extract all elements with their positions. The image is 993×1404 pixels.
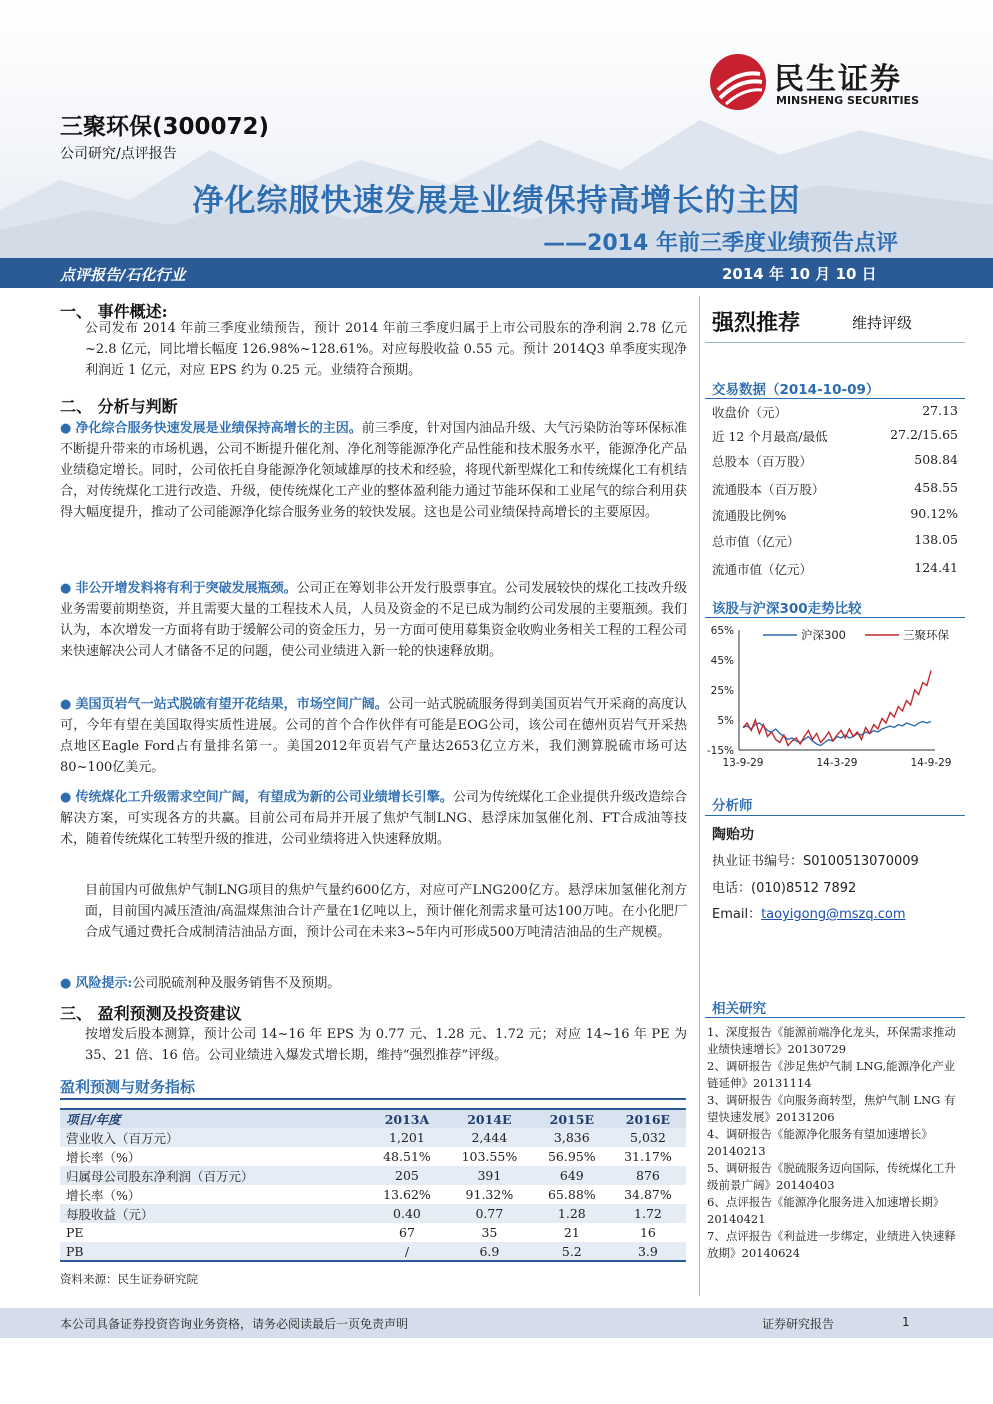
section-3-heading: 三、 盈利预测及投资建议: [60, 1004, 242, 1023]
trade-key: 流通股比例%: [712, 508, 787, 523]
bullet-3: [60, 694, 687, 778]
table-cell: 5.2: [534, 1242, 610, 1261]
trade-value: 90.12%: [910, 506, 958, 521]
trade-value: 27.13: [922, 403, 958, 418]
related-item[interactable]: 3、调研报告《向服务商转型，焦炉气制 LNG 有望快速发展》20131206: [707, 1093, 956, 1124]
trade-key: 总市值（亿元）: [712, 534, 800, 549]
trade-row: [712, 403, 958, 427]
bullet-icon: ●: [60, 581, 72, 596]
table-cell: 35: [481, 1225, 498, 1240]
table-cell: 67: [399, 1225, 415, 1240]
logo-english-name: MINSHENG SECURITIES: [776, 94, 919, 107]
bullet-icon: ●: [60, 421, 72, 436]
table-cell: 1.28: [534, 1204, 610, 1223]
table-cell: 391: [445, 1166, 534, 1185]
company-title: 三聚环保(300072): [60, 114, 270, 140]
chart-legend-label: 三聚环保: [903, 628, 949, 642]
table-cell: 营业收入（百万元）: [60, 1128, 369, 1147]
table-cell: 3.9: [610, 1242, 686, 1261]
trade-value: 508.84: [914, 452, 958, 467]
analyst-email: [712, 903, 906, 922]
related-research-rule: [705, 1017, 965, 1018]
table-source: 资料来源：民生证券研究院: [60, 1272, 198, 1286]
bullet-1-title: 净化综合服务快速发展是业绩保持高增长的主因。: [75, 421, 362, 436]
table-cell: 0.40: [369, 1204, 445, 1223]
report-sub-title: ——2014 年前三季度业绩预告点评: [543, 231, 898, 256]
trade-row: [712, 480, 958, 504]
related-item[interactable]: 5、调研报告《脱硫服务迈向国际，传统煤化工升级前景广阔》20140403: [707, 1161, 956, 1192]
bullet-3-text: 公司一站式脱硫服务得到美国页岩气开采商的高度认可，今年有望在美国取得实质性进展。公司的首个合作伙伴有可能是EOG公司，该公司在德州页岩气开采热点地区Eagle Ford占有量排名第一。美国2012年页岩气产量达2653亿立方米，我们测算脱硫市场可达80~100亿美元。: [60, 697, 687, 775]
risk-warning: [60, 973, 687, 994]
bullet-2: [60, 578, 687, 662]
related-research-heading: 相关研究: [712, 1001, 766, 1017]
chart-y-tick-label: 25%: [710, 685, 734, 697]
rating-note: 维持评级: [852, 314, 913, 332]
email-label: Email：: [712, 907, 762, 922]
table-cell: 归属母公司股东净利润（百万元）: [60, 1166, 369, 1185]
analyst-name: 陶贻功: [712, 827, 754, 843]
page-number: 1: [902, 1315, 910, 1329]
chart-series-line-hs300: [743, 722, 931, 746]
trade-value: 124.41: [914, 560, 958, 575]
related-item[interactable]: 4、调研报告《能源净化服务有望加速增长》20140213: [707, 1127, 933, 1158]
trade-row: [712, 560, 958, 584]
table-cell: 增长率（%）: [66, 1149, 141, 1165]
report-date: 2014 年 10 月 10 日: [722, 265, 877, 283]
bullet-3-title: 美国页岩气一站式脱硫有望开花结果，市场空间广阔。: [75, 697, 388, 712]
chart-heading: 该股与沪深300走势比较: [712, 601, 862, 617]
logo-emblem-icon: [708, 52, 768, 112]
table-row: [60, 1128, 686, 1147]
table-cell: 31.17%: [624, 1149, 672, 1164]
analyst-heading: 分析师: [712, 798, 753, 814]
table-row: [60, 1147, 686, 1166]
analyst-phone: 电话：(010)8512 7892: [712, 881, 857, 896]
logo-chinese-name: 民生证券: [774, 62, 902, 97]
table-cell: 34.87%: [624, 1187, 672, 1202]
rating-divider: [705, 342, 965, 343]
table-cell: PB: [60, 1242, 369, 1261]
email-link[interactable]: taoyigong@mszq.com: [761, 907, 906, 922]
footer-report-type: 证券研究报告: [762, 1317, 835, 1331]
table-cell: 876: [610, 1166, 686, 1185]
trade-value: 458.55: [914, 480, 958, 495]
table-cell: 205: [369, 1166, 445, 1185]
chart-x-tick-label: 13-9-29: [722, 757, 764, 769]
table-header-cell: 2014E: [445, 1109, 534, 1128]
document-type: 公司研究/点评报告: [60, 146, 177, 162]
table-header-cell: 2016E: [610, 1109, 686, 1128]
trade-key: 近 12 个月最高/最低: [712, 429, 828, 444]
bullet-4: [60, 787, 687, 850]
table-cell: 48.51%: [383, 1149, 431, 1164]
trade-key: 收盘价（元）: [712, 405, 788, 420]
bullet-1: [60, 418, 687, 523]
table-heading: 盈利预测与财务指标: [60, 1078, 196, 1096]
analyst-certificate: 执业证书编号：S0100513070009: [712, 854, 919, 869]
table-cell: 0.77: [445, 1204, 534, 1223]
footer-disclaimer: 本公司具备证券投资咨询业务资格，请务必阅读最后一页免责声明: [60, 1317, 409, 1331]
table-row: [60, 1204, 686, 1223]
analyst-rule: [705, 815, 965, 816]
trade-row: [712, 427, 958, 451]
table-row: [60, 1166, 686, 1185]
risk-text: 公司脱硫剂种及服务销售不及预期。: [132, 976, 341, 991]
table-cell: /: [369, 1242, 445, 1261]
chart-y-tick-label: 65%: [710, 625, 734, 637]
related-item[interactable]: 1、深度报告《能源前端净化龙头，环保需求推动业绩快速增长》20130729: [707, 1025, 956, 1056]
report-main-title: 净化综服快速发展是业绩保持高增长的主因: [192, 183, 801, 219]
report-category: 点评报告/石化行业: [60, 266, 186, 284]
chart-y-tick-label: 45%: [710, 655, 734, 667]
trade-value: 27.2/15.65: [890, 427, 958, 442]
table-header-cell: 2013A: [369, 1109, 445, 1128]
table-cell: 2,444: [445, 1128, 534, 1147]
section-1-heading: 一、 事件概述:: [60, 302, 168, 321]
table-cell: PE: [66, 1225, 84, 1240]
trade-row: [712, 532, 958, 556]
table-cell: 6.9: [445, 1242, 534, 1261]
table-header-cell: 项目/年度: [60, 1109, 369, 1128]
column-divider: [699, 296, 700, 1296]
related-research-list: [707, 1024, 959, 1262]
minsheng-logo: [708, 52, 940, 112]
chart-y-tick-label: 5%: [717, 715, 734, 727]
table-cell: 3,836: [534, 1128, 610, 1147]
table-cell: 增长率（%）: [66, 1187, 141, 1203]
chart-x-tick-label: 14-3-29: [816, 757, 858, 769]
rating: 强烈推荐: [712, 311, 801, 336]
risk-title: 风险提示:: [75, 976, 133, 991]
chart-heading-rule: [705, 617, 965, 618]
table-row: [60, 1242, 686, 1261]
trade-key: 总股本（百万股）: [712, 454, 813, 469]
table-row: [60, 1185, 686, 1204]
trade-data-heading: 交易数据（2014-10-09）: [712, 382, 880, 398]
table-cell: 13.62%: [383, 1187, 431, 1202]
section-1-paragraph: 公司发布 2014 年前三季度业绩预告，预计 2014 年前三季度归属于上市公司股东的净利润 2.78 亿元~2.8 亿元，同比增长幅度 126.98%~128.61%。对应每股收益 0.55 元。预计 2014Q3 单季度实现净利润近 1 亿元，对应 EPS 约为 0.25 元。业绩符合预期。: [85, 321, 687, 378]
bullet-icon: ●: [60, 790, 72, 805]
related-item[interactable]: 6、点评报告《能源净化服务进入加速增长期》20140421: [707, 1195, 945, 1226]
table-header-row: [60, 1109, 686, 1128]
trade-key: 流通股本（百万股）: [712, 482, 825, 497]
table-cell: 16: [639, 1225, 656, 1240]
section-3-paragraph: 按增发后股本测算，预计公司 14~16 年 EPS 为 0.77 元、1.28 元、1.72 元；对应 14~16 年 PE 为 35、21 倍、16 倍。公司业绩进入爆发式增长期，维持“强烈推荐”评级。: [85, 1027, 687, 1063]
trade-value: 138.05: [914, 532, 958, 547]
section-2-heading: 二、 分析与判断: [60, 397, 178, 416]
trade-key: 流通市值（亿元）: [712, 562, 813, 577]
trade-row: [712, 452, 958, 476]
table-cell: 56.95%: [547, 1149, 596, 1164]
chart-series-line-sanju: [743, 671, 931, 746]
bullet-4-text: 公司为传统煤化工企业提供升级改造综合解决方案，可实现各方的共赢。目前公司布局并开展了焦炉气制LNG、悬浮床加氢催化剂、FT合成油等技术，随着传统煤化工转型升级的推进，公司业绩将进入快速释放期。: [60, 790, 687, 847]
bullet-icon: ●: [60, 976, 72, 991]
financial-forecast-table: [60, 1108, 686, 1262]
bullet-2-title: 非公开增发料将有利于突破发展瓶颈。: [75, 581, 297, 596]
table-row: [60, 1223, 686, 1242]
stock-comparison-chart: [703, 620, 965, 780]
trade-row: [712, 506, 958, 530]
table-heading-rule: [60, 1098, 686, 1100]
bullet-2-text: 公司正在筹划非公开发行股票事宜。公司发展较快的煤化工技改升级业务需要前期垫资，并且需要大量的工程技术人员，人员及资金的不足已成为制约公司发展的主要瓶颈。我们认为，本次增发一方面将有助于缓解公司的资金压力，另一方面可使用募集资金收购业务相关工程的工程公司来快速解决公司人才储备不足的问题，使公司业绩进入新一轮的快速释放期。: [60, 581, 687, 659]
table-cell: 1.72: [610, 1204, 686, 1223]
related-item[interactable]: 2、调研报告《涉足焦炉气制 LNG,能源净化产业链延伸》20131114: [707, 1059, 956, 1090]
table-cell: 1,201: [369, 1128, 445, 1147]
chart-y-tick-label: -15%: [706, 745, 734, 757]
bullet-4-title: 传统煤化工升级需求空间广阔，有望成为新的公司业绩增长引擎。: [75, 790, 453, 805]
related-item[interactable]: 7、点评报告《利益进一步绑定，业绩进入快速释放期》20140624: [707, 1229, 956, 1260]
chart-legend-label: 沪深300: [801, 628, 846, 642]
bullet-icon: ●: [60, 697, 72, 712]
table-cell: 103.55%: [461, 1149, 518, 1164]
table-cell: 65.88%: [547, 1187, 596, 1202]
table-header-cell: 2015E: [534, 1109, 610, 1128]
chart-x-tick-label: 14-9-29: [910, 757, 952, 769]
trade-data-rule: [705, 398, 965, 399]
table-cell: 649: [534, 1166, 610, 1185]
bullet-1-text: 前三季度，针对国内油品升级、大气污染防治等环保标准不断提升带来的市场机遇，公司不断提升催化剂、净化剂等能源净化产品性能和技术服务水平，能源净化产品业绩稳定增长。同时，公司依托自身能源净化领域雄厚的技术和经验，将现代新型煤化工和传统煤化工有机结合，对传统煤化工进行改造、升级，使传统煤化工产业的整体盈利能力通过节能环保和工业尾气的综合利用获得大幅度提升，推动了公司能源净化综合服务业务的较快发展。这也是公司业绩保持高增长的主要原因。: [60, 421, 687, 520]
table-cell: 每股收益（元）: [60, 1204, 369, 1223]
bullet-4-paragraph-2: 目前国内可做焦炉气制LNG项目的焦炉气量约600亿方，对应可产LNG200亿方。悬浮床加氢催化剂方面，目前国内减压渣油/高温煤焦油合计产量在1亿吨以上，预计催化剂需求量可达100万吨。在小化肥厂合成气通过费托合成制清洁油品方面，预计公司在未来3~5年内可形成500万吨清洁油品的生产规模。: [85, 883, 687, 940]
table-cell: 5,032: [610, 1128, 686, 1147]
table-cell: 21: [563, 1225, 580, 1240]
table-cell: 91.32%: [465, 1187, 514, 1202]
